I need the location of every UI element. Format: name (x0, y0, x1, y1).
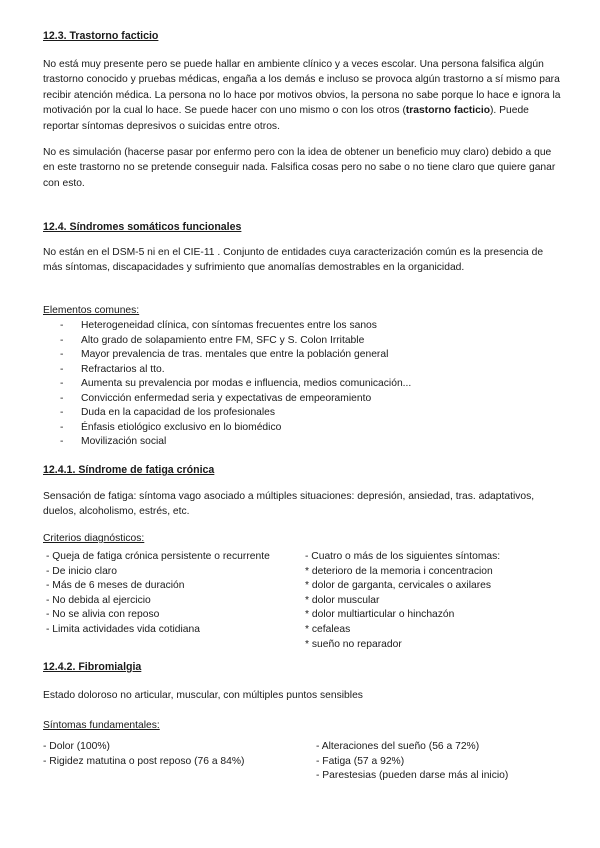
symptom-item: - Rigidez matutina o post reposo (76 a 84%) (43, 755, 245, 767)
list-item: - Movilización social (43, 435, 411, 450)
bold-term: trastorno facticio (405, 105, 490, 117)
section-heading-fibromialgia: 12.4.2. Fibromialgia (43, 661, 142, 673)
paragraph-simulacion: No es simulación (hacerse pasar por enfermo pero con la idea de obtener un beneficio muy claro) debido a que en este trastorno no se pretende conseguir nada. Falsifica cosas pero no sabe o no tiene claro que quiere ganar con esto. (43, 147, 556, 189)
paragraph-text: ). Puede reportar síntomas depresivos o suicidas entre otros. (43, 105, 529, 132)
criteria-item: * dolor multiarticular o hinchazón (305, 609, 455, 621)
symptom-item: - Dolor (100%) (43, 741, 110, 752)
criteria-item: * sueño no reparador (305, 638, 402, 650)
list-item: - Énfasis etiológico exclusivo en lo biomédico (43, 421, 411, 436)
symptom-item: - Fatiga (57 a 92%) (316, 755, 405, 767)
list-item: - Refractarios al tto. (43, 363, 411, 378)
criteria-item: - No debida al ejercicio (46, 594, 151, 606)
symptom-item: - Parestesias (pueden darse más al inicio) (316, 770, 509, 782)
section-heading-fatiga-cronica: 12.4.1. Síndrome de fatiga crónica (43, 464, 215, 476)
criteria-right-column (305, 550, 500, 652)
symptom-item: - Alteraciones del sueño (56 a 72%) (316, 741, 480, 752)
list-item: - Duda en la capacidad de los profesionales (43, 406, 411, 421)
criteria-item: - Queja de fatiga crónica persistente o recurrente (46, 551, 270, 562)
symptoms-left-column (43, 740, 244, 769)
symptoms-title: Síntomas fundamentales: (43, 720, 160, 731)
elementos-comunes-list (43, 319, 411, 450)
criteria-item: * dolor muscular (305, 594, 380, 606)
paragraph-facticio-description (43, 57, 563, 134)
list-item: - Heterogeneidad clínica, con síntomas frecuentes entre los sanos (43, 319, 411, 334)
list-item: - Aumenta su prevalencia por modas e influencia, medios comunicación... (43, 377, 411, 392)
criteria-title: Criterios diagnósticos: (43, 533, 145, 544)
criteria-item: * cefaleas (305, 623, 351, 635)
criteria-item: - Limita actividades vida cotidiana (46, 623, 200, 635)
criteria-item: - De inicio claro (46, 565, 117, 577)
criteria-left-column (46, 550, 270, 638)
symptoms-right-column (316, 740, 508, 784)
list-title-elementos-comunes: Elementos comunes: (43, 305, 140, 316)
list-item: - Mayor prevalencia de tras. mentales que entre la población general (43, 348, 411, 363)
paragraph-sindromes-description: No están en el DSM-5 ni en el CIE-11 . Conjunto de entidades cuya caracterización común es la presencia de más síntomas, discapacidades y sufrimiento que anomalías demostrables en la organicidad. (43, 247, 544, 274)
criteria-item: - Cuatro o más de los siguientes síntomas: (305, 551, 501, 562)
list-item: - Alto grado de solapamiento entre FM, SFC y S. Colon Irritable (43, 334, 411, 349)
criteria-item: * dolor de garganta, cervicales o axilares (305, 580, 492, 592)
criteria-item: - No se alivia con reposo (46, 609, 160, 621)
criteria-item: * deterioro de la memoria i concentracion (305, 565, 493, 577)
paragraph-fatiga-description: Sensación de fatiga: síntoma vago asociado a múltiples situaciones: depresión, ansiedad, tras. adaptativos, duelos, alcoholismo, estrés, etc. (43, 491, 535, 518)
criteria-item: - Más de 6 meses de duración (46, 580, 185, 592)
section-heading-sindromes-somaticos: 12.4. Síndromes somáticos funcionales (43, 221, 242, 233)
paragraph-text: No está muy presente pero se puede hallar en ambiente clínico y a veces escolar. Una persona falsifica algún trastorno conocido y pruebas médicas, engaña a los demás e incluso se provoca algún trastorno a sí mismo para recibir atención médica. La persona no lo hace por motivos obvios, la persona no sabe porque lo hace e ignora la motivación por la cual lo hace. Se puede hacer con uno mismo o con los otros ( (43, 59, 561, 117)
paragraph-fibromialgia-description: Estado doloroso no articular, muscular, con múltiples puntos sensibles (43, 690, 363, 701)
section-heading-trastorno-facticio: 12.3. Trastorno facticio (43, 30, 159, 42)
list-item: - Convicción enfermedad seria y expectativas de empeoramiento (43, 392, 411, 407)
